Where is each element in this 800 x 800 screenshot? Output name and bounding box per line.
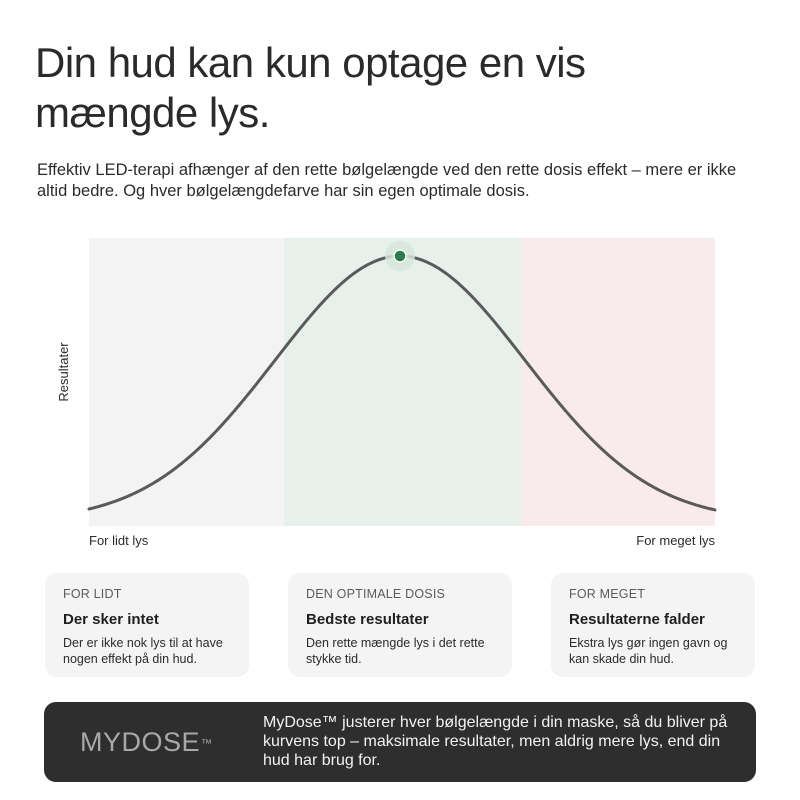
- card-optimal-dose: [288, 573, 512, 677]
- peak-marker: [394, 250, 406, 262]
- x-axis-left-label: For lidt lys: [89, 533, 149, 548]
- card-title: Der sker intet: [63, 611, 159, 628]
- y-axis-label: Resultater: [56, 342, 71, 402]
- x-axis-right-label: For meget lys: [636, 533, 715, 548]
- card-text: Den rette mængde lys i det rette stykke tid.: [306, 636, 485, 666]
- card-text: Der er ikke nok lys til at have nogen effekt på din hud.: [63, 636, 223, 666]
- card-kicker: FOR LIDT: [63, 587, 122, 601]
- trademark-symbol: ™: [201, 738, 213, 750]
- zone-optimal: [284, 238, 521, 526]
- mydose-banner: [44, 702, 756, 782]
- card-kicker: DEN OPTIMALE DOSIS: [306, 587, 446, 601]
- card-kicker: FOR MEGET: [569, 587, 646, 601]
- card-too-little: [45, 573, 249, 677]
- intro-text: Effektiv LED-terapi afhænger af den rette bølgelængde ved den rette dosis effekt – mere er ikke altid bedre. Og hver bølgelængdefarve har sin egen optimale dosis.: [37, 161, 737, 200]
- card-title: Resultaterne falder: [569, 611, 705, 628]
- card-title: Bedste resultater: [306, 611, 429, 628]
- brand-name: MYDOSE: [80, 727, 201, 757]
- mydose-description: MyDose™ justerer hver bølgelængde i din maske, så du bliver på kurvens top – maksimale resultater, men aldrig mere lys, end din hud har brug for.: [263, 714, 728, 769]
- card-too-much: [551, 573, 755, 677]
- zone-too-little: [89, 238, 284, 526]
- card-text: Ekstra lys gør ingen gavn og kan skade din hud.: [569, 636, 728, 666]
- zone-too-much: [521, 238, 715, 526]
- mydose-logo: [80, 726, 213, 758]
- headline: Din hud kan kun optage en vis mængde lys.: [35, 39, 586, 136]
